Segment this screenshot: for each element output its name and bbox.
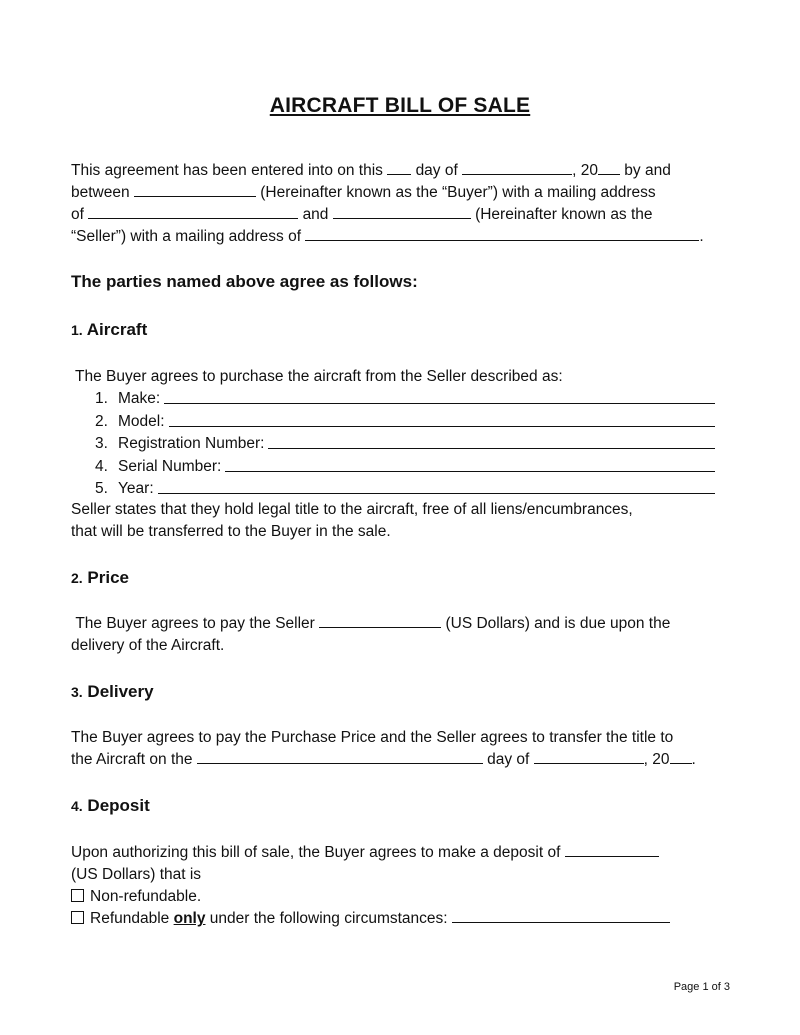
section-number: 2. (71, 570, 83, 586)
make-blank[interactable] (164, 388, 715, 404)
list-item (95, 478, 715, 501)
option-label: Refundable (90, 910, 170, 927)
option-label: Non-refundable. (90, 888, 202, 905)
section-title: Price (87, 568, 130, 587)
deposit-text: Upon authorizing this bill of sale, the Buyer agrees to make a deposit of (71, 844, 561, 861)
serial-number-blank[interactable] (225, 456, 715, 472)
list-item (95, 456, 715, 479)
intro-text: between (71, 184, 130, 201)
emphasis-only: only (173, 910, 206, 927)
delivery-date-blank[interactable] (197, 749, 483, 764)
list-item (95, 411, 715, 434)
delivery-text: day of (487, 751, 530, 768)
item-number: 5. (95, 480, 108, 497)
item-number: 4. (95, 457, 108, 475)
page-number: Page 1 of 3 (673, 981, 730, 993)
item-number: 1. (95, 390, 108, 407)
section-title: Delivery (87, 682, 154, 701)
section-number: 4. (71, 798, 83, 814)
non-refundable-checkbox[interactable] (71, 889, 84, 902)
intro-text: (Hereinafter known as the “Buyer”) with a mailing address (260, 184, 656, 201)
intro-text: day of (415, 162, 458, 179)
year-blank[interactable] (598, 160, 620, 175)
section-title: Deposit (87, 796, 150, 815)
intro-text: “Seller”) with a mailing address of (71, 228, 302, 245)
buyer-address-blank[interactable] (88, 204, 298, 219)
intro-text: (Hereinafter known as the (475, 206, 653, 223)
deposit-text: (US Dollars) that is (71, 866, 202, 883)
intro-paragraph (71, 160, 731, 248)
aircraft-title-statement (71, 499, 731, 543)
seller-address-blank[interactable] (305, 226, 699, 241)
section-title: Aircraft (86, 320, 148, 339)
item-label: Serial Number: (118, 457, 222, 475)
intro-text: of (71, 206, 84, 223)
price-paragraph (71, 613, 731, 657)
intro-text: by and (624, 162, 671, 179)
intro-text: This agreement has been entered into on this (71, 162, 383, 179)
price-text: (US Dollars) and is due upon the (445, 615, 671, 632)
section-price-heading (71, 568, 129, 588)
agreement-heading: The parties named above agree as follows: (71, 272, 418, 291)
section-number: 1. (71, 322, 83, 338)
option-label: under the following circumstances: (209, 910, 448, 927)
item-number: 3. (95, 435, 108, 452)
item-number: 2. (95, 412, 108, 430)
item-label: Model: (118, 412, 165, 430)
price-amount-blank[interactable] (319, 613, 441, 628)
refund-circumstances-blank[interactable] (452, 908, 670, 923)
registration-number-blank[interactable] (268, 433, 715, 449)
model-blank[interactable] (169, 411, 715, 427)
list-item (95, 388, 715, 411)
price-text: delivery of the Aircraft. (71, 637, 225, 654)
delivery-month-blank[interactable] (534, 749, 644, 764)
section-delivery-heading (71, 682, 154, 702)
intro-text: . (699, 228, 704, 245)
deposit-amount-blank[interactable] (565, 842, 659, 857)
deposit-paragraph (71, 842, 731, 930)
intro-text: and (302, 206, 329, 223)
section-number: 3. (71, 684, 83, 700)
list-item (95, 433, 715, 456)
item-label: Registration Number: (118, 435, 265, 452)
item-label: Year: (118, 480, 154, 497)
year-blank[interactable] (158, 478, 715, 494)
document-title: AIRCRAFT BILL OF SALE (269, 94, 531, 117)
section-deposit-heading (71, 796, 150, 816)
seller-name-blank[interactable] (333, 204, 471, 219)
buyer-name-blank[interactable] (134, 182, 256, 197)
refundable-checkbox[interactable] (71, 911, 84, 924)
statement-line: Seller states that they hold legal title to the aircraft, free of all liens/encumbrances, (71, 501, 633, 518)
day-blank[interactable] (387, 160, 411, 175)
item-label: Make: (118, 390, 161, 407)
delivery-paragraph (71, 727, 731, 771)
delivery-text: the Aircraft on the (71, 751, 193, 768)
intro-text: , 20 (572, 162, 598, 179)
price-text: The Buyer agrees to pay the Seller (75, 615, 315, 632)
delivery-year-blank[interactable] (670, 749, 692, 764)
month-blank[interactable] (462, 160, 572, 175)
aircraft-details-list (95, 388, 715, 501)
aircraft-lead: The Buyer agrees to purchase the aircraft from the Seller described as: (75, 368, 563, 385)
section-aircraft-heading (71, 320, 147, 340)
statement-line: that will be transferred to the Buyer in the sale. (71, 523, 391, 540)
delivery-text: The Buyer agrees to pay the Purchase Price and the Seller agrees to transfer the title to (71, 729, 674, 746)
delivery-text: , 20 (643, 751, 670, 768)
delivery-text: . (691, 751, 696, 768)
